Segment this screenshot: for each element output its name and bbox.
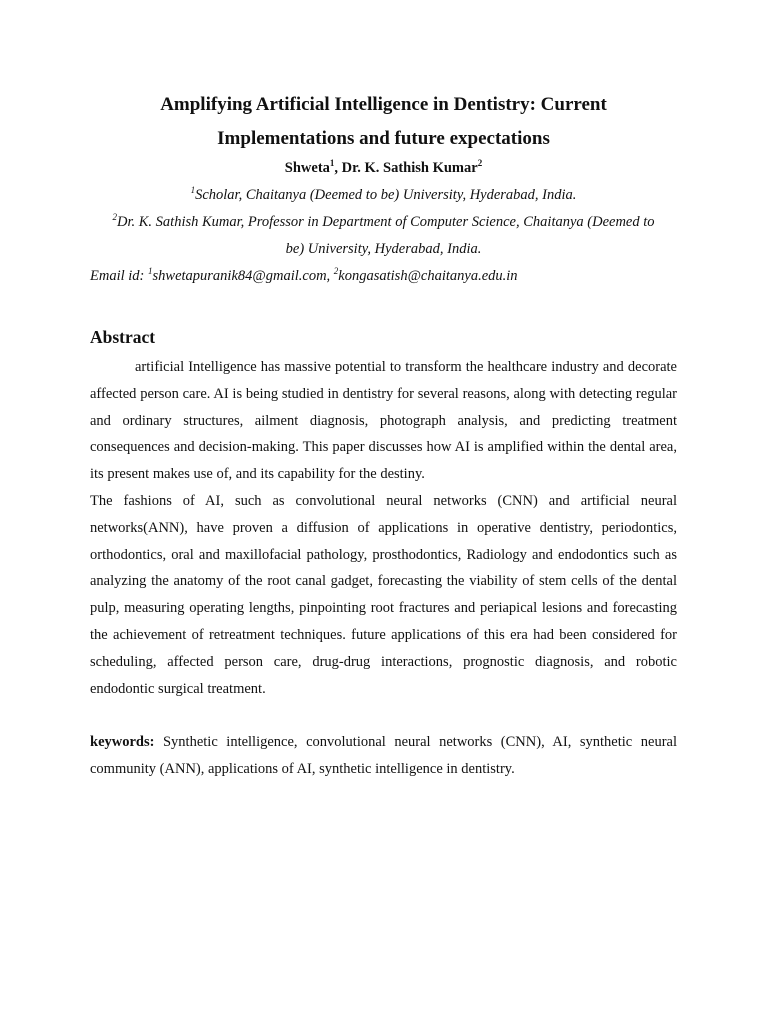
affiliation-2-line-1: Dr. K. Sathish Kumar, Professor in Department of Computer Science, Chaitanya (Deemed to (116, 214, 655, 230)
abstract-paragraph-2: The fashions of AI, such as convolutional neural networks (CNN) and artificial neural networks(ANN), have proven a diffusion of applications in operative dentistry, periodontics, orthodontics, oral and maxillofacial pathology, prosthodontics, Radiology and endodontics such as analyzing the anatomy of the root canal gadget, forecasting the viability of stem cells of the dental pulp, measuring operating lengths, pinpointing root fractures and periapical lesions and forecasting the achievement of retreatment techniques. future applications of this era had been considered for scheduling, affected person care, drug-drug interactions, prognostic diagnosis, and robotic endodontic surgical treatment. (90, 492, 677, 697)
paper-title (90, 88, 677, 156)
email-label: Email id: (90, 268, 148, 284)
abstract-heading: Abstract (90, 327, 156, 347)
email-1-superscript: 1 (148, 266, 153, 277)
affiliation-2-line-2: be) University, Hyderabad, India. (285, 241, 482, 257)
author-2-superscript: 2 (477, 158, 483, 169)
author-2-name: Dr. K. Sathish Kumar (341, 160, 478, 176)
abstract-paragraph-1: artificial Intelligence has massive potential to transform the healthcare industry and decorate affected person care. AI is being studied in dentistry for several reasons, along with detecting regular and ordinary structures, ailment diagnosis, photograph analysis, and predicting treatment consequences and decision-making. This paper discusses how AI is amplified within the dental area, its present makes use of, and its capability for the destiny. (90, 359, 677, 483)
keywords-text: Synthetic intelligence, convolutional neural networks (CNN), AI, synthetic neural community (ANN), applications of AI, synthetic intelligence in dentistry. (90, 734, 677, 778)
email-line (90, 263, 677, 290)
author-separator: , (334, 160, 342, 176)
title-line-2: Implementations and future expectations (217, 128, 550, 149)
affiliation-1 (90, 182, 677, 209)
affiliation-2-superscript: 2 (112, 212, 117, 223)
title-line-1: Amplifying Artificial Intelligence in Dentistry: Current (160, 94, 607, 115)
author-1-name: Shweta (284, 160, 330, 176)
email-2-superscript: 2 (333, 266, 339, 277)
affiliation-1-superscript: 1 (190, 185, 196, 196)
email-2-address: kongasatish@chaitanya.edu.in (338, 268, 518, 284)
keywords-section (90, 729, 677, 783)
affiliation-2 (90, 209, 677, 263)
paper-content (90, 88, 677, 797)
author-list (90, 158, 677, 178)
keywords-label: keywords: (90, 734, 155, 751)
affiliation-1-text: Scholar, Chaitanya (Deemed to be) University, Hyderabad, India. (195, 187, 577, 203)
author-1-superscript: 1 (329, 158, 335, 169)
email-1-address: shwetapuranik84@gmail.com, (152, 268, 334, 284)
